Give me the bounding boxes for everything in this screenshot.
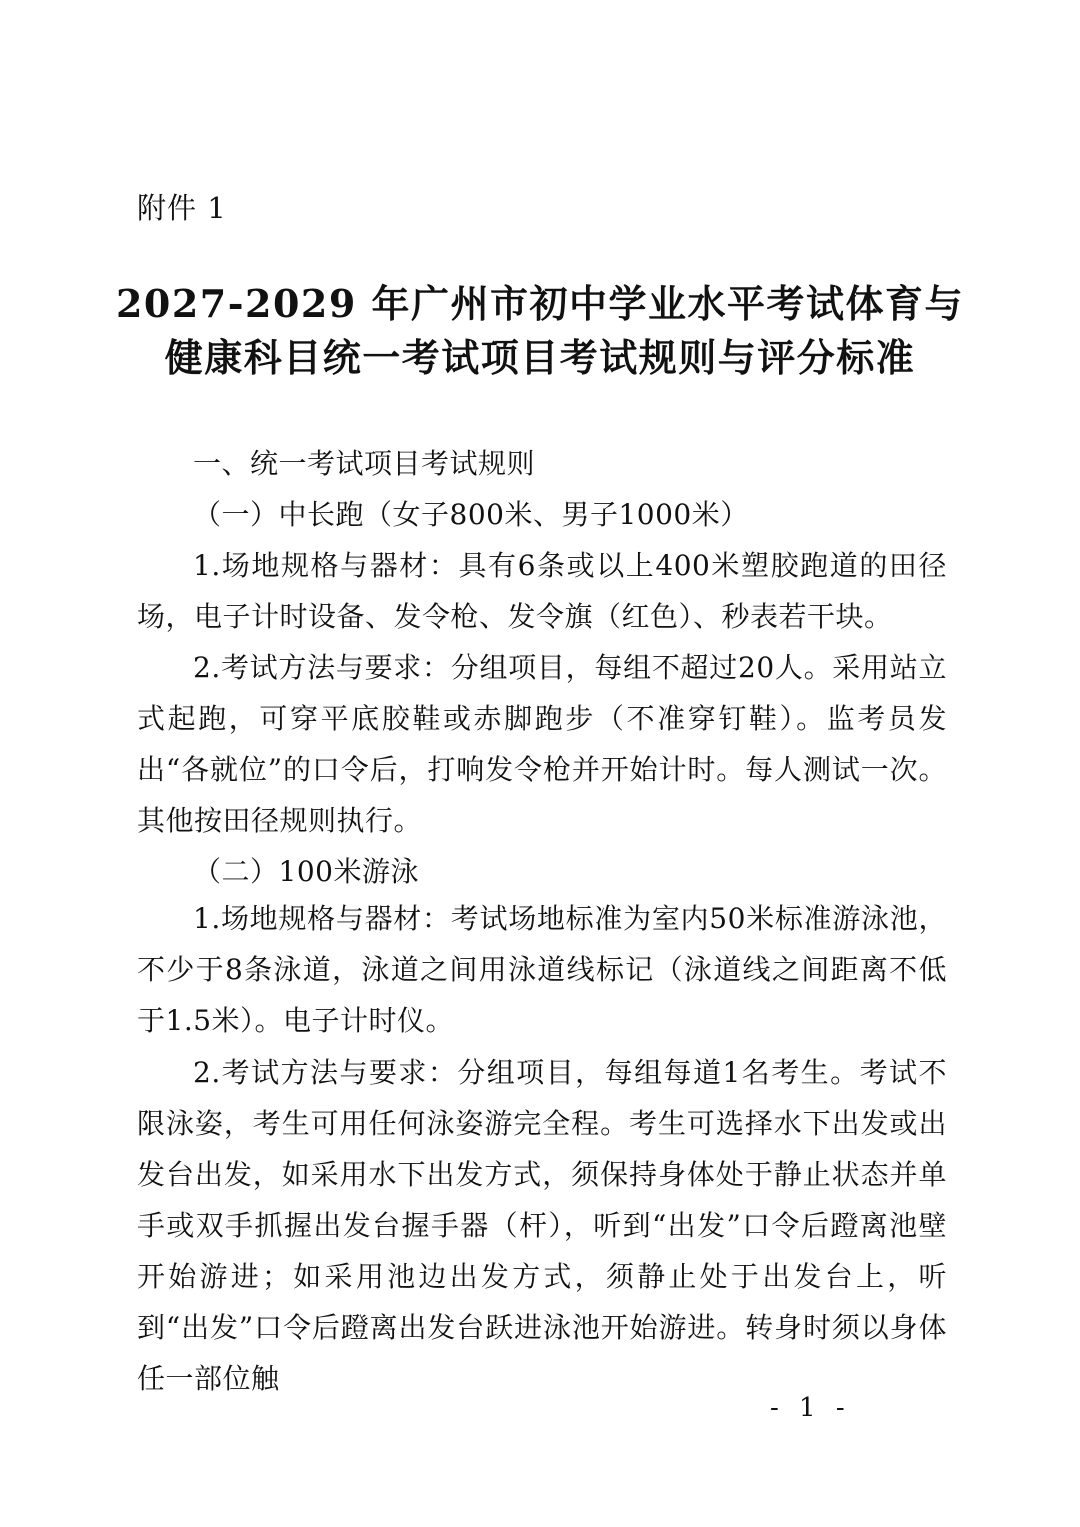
subsection-1-paragraph-2: 2.考试方法与要求：分组项目，每组不超过20人。采用站立式起跑，可穿平底胶鞋或赤脚跑步（不准穿钉鞋）。监考员发出“各就位”的口令后，打响发令枪并开始计时。每人测试一次。其他按田径规则执行。	[137, 651, 947, 837]
section-heading: 一、统一考试项目考试规则	[193, 447, 536, 480]
subsection-2-heading: （二）100米游泳	[193, 855, 419, 888]
document-title-line-2: 健康科目统一考试项目考试规则与评分标准	[164, 335, 916, 380]
subsection-1-paragraph-1: 1.场地规格与器材：具有6条或以上400米塑胶跑道的田径场，电子计时设备、发令枪、发令旗（红色）、秒表若干块。	[137, 549, 947, 633]
attachment-label: 附件 1	[137, 191, 227, 225]
page-number: - 1 -	[770, 1393, 851, 1423]
document-title-line-1: 2027-2029 年广州市初中学业水平考试体育与	[115, 281, 965, 326]
subsection-2-paragraph-2: 2.考试方法与要求：分组项目，每组每道1名考生。考试不限泳姿，考生可用任何泳姿游完全程。考生可选择水下出发或出发台出发，如采用水下出发方式，须保持身体处于静止状态并单手或双手抓握出发台握手器（杆），听到“出发”口令后蹬离池壁开始游进；如采用池边出发方式，须静止处于出发台上，听到“出发”口令后蹬离出发台跃进泳池开始游进。转身时须以身体任一部位触	[137, 1056, 947, 1395]
subsection-2-paragraph-1: 1.场地规格与器材：考试场地标准为室内50米标准游泳池，不少于8条泳道，泳道之间用泳道线标记（泳道线之间距离不低于1.5米）。电子计时仪。	[137, 902, 947, 1037]
subsection-1-heading: （一）中长跑（女子800米、男子1000米）	[193, 498, 749, 531]
